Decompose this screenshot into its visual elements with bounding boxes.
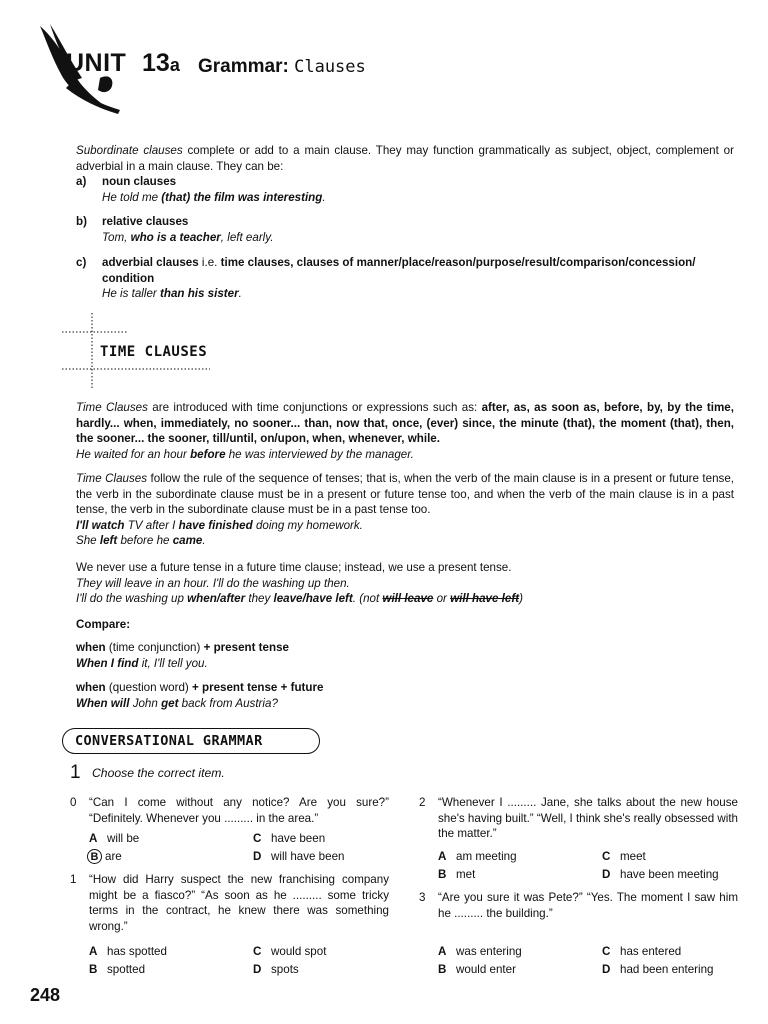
time-clauses-paragraph-1 — [76, 400, 734, 462]
option-text: would spot — [271, 945, 327, 958]
option-letter: B — [438, 963, 447, 976]
option-letter: B — [89, 963, 98, 976]
option-letter: C — [602, 945, 611, 958]
section-title-conversational: CONVERSATIONAL GRAMMAR — [75, 733, 263, 749]
example-text: or — [433, 592, 451, 605]
term: Time Clauses — [76, 401, 148, 414]
example-text: . — [322, 190, 326, 204]
body-text: follow the rule of the sequence of tenses; that is, when the verb of the main clause is in a present or future tense, the verb in the subordinate clause must be in a present or future tense too, and when the verb of the main clause is in a past tense, the verb in the subordinate clause must be in a past tense too. — [76, 472, 734, 516]
example-highlight: when/after — [187, 592, 246, 605]
option-text: has spotted — [107, 945, 167, 958]
unit-number-digits: 13 — [142, 49, 170, 77]
option-c[interactable] — [602, 944, 681, 960]
option-c[interactable] — [602, 849, 646, 865]
example-text: ) — [519, 592, 523, 605]
option-text: are — [105, 850, 122, 863]
compare-text: (time conjunction) — [105, 641, 204, 654]
example-text: John — [129, 696, 162, 710]
clause-type-body — [102, 214, 734, 245]
example-highlight: get — [161, 696, 179, 710]
option-text: spots — [271, 963, 299, 976]
example-highlight: than his sister — [160, 287, 239, 300]
unit-label: UNIT — [66, 49, 127, 77]
term: Time Clauses — [76, 472, 148, 485]
question-text: “Whenever I ......... Jane, she talks about the new house she's having built.” “Well, I think she's really obsessed with the matter.” — [438, 796, 738, 840]
example-highlight: I'll watch — [76, 518, 125, 532]
example-highlight: leave/have left — [273, 592, 353, 605]
option-text: had been entering — [620, 963, 714, 976]
option-b[interactable] — [438, 867, 475, 883]
clause-type-name: adverbial clauses — [102, 256, 199, 269]
example-text: back from Austria? — [178, 696, 278, 710]
example-highlight: left — [99, 534, 118, 547]
option-letter: D — [602, 963, 611, 976]
clause-type-detail: time clauses, clauses of manner/place/reason/purpose/result/comparison/concession/ condition — [102, 256, 696, 285]
option-text: will be — [107, 832, 140, 845]
compare-keyword: when — [76, 681, 106, 694]
option-a[interactable] — [89, 831, 139, 847]
option-text: spotted — [107, 963, 146, 976]
grammar-title — [198, 55, 366, 79]
option-b-selected[interactable] — [89, 849, 122, 865]
example-highlight: (that) the film was interesting — [161, 190, 323, 204]
option-d[interactable] — [602, 962, 713, 978]
grammar-label: Grammar: — [198, 56, 289, 77]
option-b[interactable] — [438, 962, 516, 978]
option-d[interactable] — [253, 849, 344, 865]
option-letter: D — [602, 868, 611, 881]
example-text: . — [202, 534, 206, 547]
clause-type-letter: b) — [76, 215, 87, 228]
clause-type-body — [102, 255, 734, 302]
option-c[interactable] — [253, 831, 325, 847]
option-text: was entering — [456, 945, 522, 958]
compare-keyword: when — [76, 641, 106, 654]
example-text: he was interviewed by the manager. — [225, 447, 414, 461]
clause-type-name: noun clauses — [102, 175, 177, 188]
example-text: . — [238, 287, 242, 300]
example-highlight: came — [172, 534, 203, 547]
example-text: they — [245, 592, 274, 605]
struck-example: will leave — [382, 592, 434, 605]
section-title-time-clauses: TIME CLAUSES — [100, 344, 208, 360]
page-number: 248 — [30, 985, 61, 1005]
option-text: would enter — [456, 963, 516, 976]
compare-label — [76, 617, 734, 633]
option-letter: A — [438, 850, 447, 863]
option-text: has entered — [620, 945, 682, 958]
example-text: it, I'll tell you. — [138, 656, 208, 670]
compare-item-2 — [76, 680, 734, 711]
unit-number — [142, 48, 180, 80]
conjunction-list: after, as, as soon as, before, by, by the time, hardly... when, immediately, no sooner... than, now that, once, (ever) since, the minute (that), the moment (that), then, the sooner... the sooner, till/until, on/upon, when, whenever, while. — [76, 401, 734, 445]
example-text: doing my homework. — [252, 518, 363, 532]
intro-text: complete or add to a main clause. They may function grammatically as subject, object, complement or adverbial in a main clause. They can be: — [76, 144, 734, 173]
example-text: He waited for an hour — [76, 447, 191, 461]
compare-label-text: Compare: — [76, 618, 131, 631]
option-text: am meeting — [456, 850, 517, 863]
question-number: 2 — [419, 796, 426, 809]
option-letter-circled: B — [87, 849, 102, 864]
example-text: He is taller — [102, 287, 160, 300]
question-number: 1 — [70, 873, 77, 886]
option-letter: D — [253, 850, 262, 863]
example-text: before he — [117, 534, 173, 547]
clause-type-ie: i.e. — [198, 256, 221, 269]
body-text: We never use a future tense in a future time clause; instead, we use a present tense. — [76, 561, 512, 574]
example-highlight: When will — [76, 696, 130, 710]
option-a[interactable] — [89, 944, 167, 960]
option-text: meet — [620, 850, 646, 863]
option-letter: A — [438, 945, 447, 958]
option-letter: C — [602, 850, 611, 863]
unit-letter: a — [169, 55, 180, 75]
option-text: met — [456, 868, 476, 881]
question-text: “How did Harry suspect the new franchising company might be a fiasco?” “As soon as he ......... some tricky terms in the contract, he knew there was something wrong.” — [89, 873, 389, 933]
option-letter: D — [253, 963, 262, 976]
clause-type-letter: a) — [76, 175, 87, 188]
example-highlight: before — [190, 447, 226, 461]
option-letter: C — [253, 832, 262, 845]
exercise-number: 1 — [70, 762, 81, 783]
question-number: 0 — [70, 796, 77, 809]
question-number: 3 — [419, 891, 426, 904]
clause-type-name: relative clauses — [102, 215, 189, 228]
example-text: Tom, — [102, 230, 131, 244]
clause-type-letter: c) — [76, 256, 87, 269]
option-text: have been — [271, 832, 326, 845]
option-b[interactable] — [89, 962, 145, 978]
body-text: are introduced with time conjunctions or expressions such as: — [147, 401, 482, 414]
option-text: will have been — [271, 850, 345, 863]
grammar-topic: Clauses — [294, 57, 366, 77]
example-highlight: have finished — [178, 518, 253, 532]
example-text: , left early. — [220, 230, 274, 244]
example-text: TV after I — [124, 518, 179, 532]
question-text: “Can I come without any notice? Are you sure?” “Definitely. Whenever you ......... in the area.” — [89, 796, 389, 825]
exercise-instruction: Choose the correct item. — [92, 766, 225, 780]
example-highlight: who is a teacher — [130, 230, 221, 244]
time-clauses-paragraph-2 — [76, 471, 734, 549]
compare-rule: + present tense + future — [192, 681, 324, 694]
example-text: She — [76, 534, 100, 547]
example-highlight: When I find — [76, 656, 139, 670]
struck-example: will have left — [450, 592, 520, 605]
example-text: They will leave in an hour. I'll do the washing up then. — [76, 576, 350, 590]
intro-paragraph — [76, 143, 734, 174]
option-c[interactable] — [253, 944, 326, 960]
option-a[interactable] — [438, 849, 517, 865]
example-text: He told me — [102, 190, 162, 204]
option-d[interactable] — [602, 867, 719, 883]
example-text: I'll do the washing up — [76, 592, 188, 605]
compare-text: (question word) — [105, 681, 192, 694]
example-text: . (not — [352, 592, 383, 605]
compare-item-1 — [76, 640, 734, 671]
clause-type-body — [102, 174, 734, 205]
option-a[interactable] — [438, 944, 522, 960]
option-letter: A — [89, 945, 98, 958]
compare-rule: + present tense — [203, 641, 289, 654]
intro-term: Subordinate clauses — [76, 144, 183, 157]
option-letter: A — [89, 832, 98, 845]
option-text: have been meeting — [620, 868, 719, 881]
option-d[interactable] — [253, 962, 299, 978]
option-letter: B — [438, 868, 447, 881]
time-clauses-paragraph-3 — [76, 560, 734, 607]
option-letter: C — [253, 945, 262, 958]
question-text: “Are you sure it was Pete?” “Yes. The moment I saw him he ......... the building.” — [438, 891, 738, 920]
